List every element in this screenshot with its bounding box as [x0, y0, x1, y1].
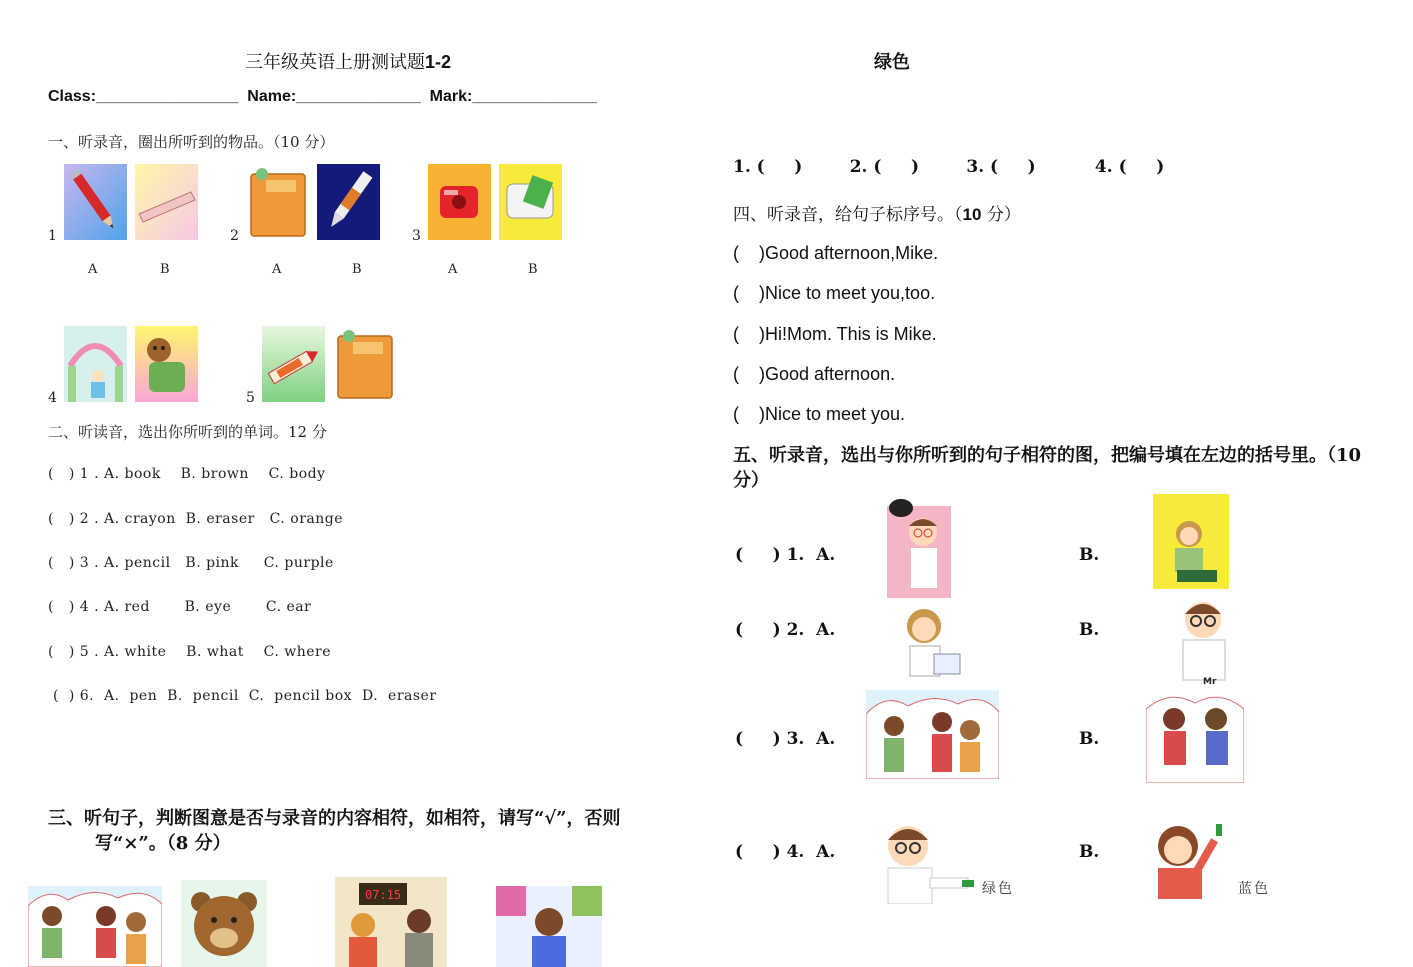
option-b-label: B. [1079, 620, 1100, 640]
option-label-b: B [352, 262, 362, 277]
children-waving-picture [28, 886, 162, 967]
question-item: ( ) 1 . A. book B. brown C. body [48, 466, 326, 482]
school-picture [64, 326, 127, 402]
question-item: ( ) 3 . A. pencil B. pink C. purple [48, 555, 334, 571]
mr-label: Mr [1203, 677, 1217, 687]
option-b-label: B. [1079, 729, 1100, 749]
option-label-b: B [160, 262, 170, 277]
page-title: 三年级英语上册测试题1-2 [245, 52, 452, 73]
sentence-item: ( )Nice to meet you. [733, 404, 906, 424]
sentence-item: ( )Nice to meet you,too. [733, 283, 936, 303]
question-item: ( ) 5 . A. white B. what C. where [48, 644, 332, 660]
ruler-picture [135, 164, 198, 240]
option-b-label: B. [1079, 545, 1100, 565]
question-item: ( ) 2 . A. crayon B. eraser C. orange [48, 511, 343, 527]
option-label-b: B [528, 262, 538, 277]
crayon-picture [262, 326, 325, 402]
option-b-label: B. [1079, 842, 1100, 862]
boy-drawing-picture [496, 886, 602, 967]
sharpener-picture [428, 164, 491, 240]
option-label-a: A [448, 262, 458, 277]
section3-heading: 三、听句子，判断图意是否与录音的内容相符，如相符，请写“√”，否则 写“×”。（8 分） [48, 808, 621, 854]
item-number: 3 [412, 228, 421, 244]
book-picture [333, 326, 396, 402]
bag-picture [135, 326, 198, 402]
question-item: ( ) 6. A. pen B. pencil C. pencil box D. eraser [48, 688, 437, 704]
section1-heading: 一、听录音，圈出所听到的物品。（10 分） [48, 133, 335, 151]
sentence-item: ( )Good afternoon,Mike. [733, 243, 939, 263]
girl-sitting-picture [1153, 494, 1229, 589]
children-handshake-picture [1146, 689, 1244, 783]
boy-pointing-picture [880, 818, 976, 904]
item-number: 2 [230, 228, 239, 244]
section4-heading: 四、听录音，给句子标序号。（10 分） [733, 205, 1021, 225]
pencil-picture [64, 164, 127, 240]
question-item: ( ) 4 . A. red B. eye C. ear [48, 599, 312, 615]
class-name-mark-line: Class:________________ Name:______________ Mark:______________ [48, 88, 597, 105]
pen-picture [317, 164, 380, 240]
section3-answer-row: 1. ( ) 2. ( ) 3. ( ) 4. ( ) [733, 157, 1165, 177]
option-label-a: A [272, 262, 282, 277]
clock-teacher-picture [335, 877, 447, 967]
question-row-2: ( ) 2. A. [735, 620, 836, 640]
item-number: 5 [246, 390, 255, 406]
girl-picture [898, 602, 966, 682]
boy-hat-picture [887, 496, 951, 598]
sentence-item: ( )Hi!Mom. This is Mike. [733, 324, 937, 344]
children-greeting-picture [866, 690, 999, 779]
question-row-4: ( ) 4. A. [735, 842, 836, 862]
bear-picture [181, 880, 267, 967]
eraser-picture [499, 164, 562, 240]
section5-heading: 五、听录音，选出与你所听到的句子相符的图，把编号填在左边的括号里。（10 分） [733, 445, 1362, 491]
caption-blue: 蓝色 [1238, 881, 1270, 897]
item-number: 4 [48, 390, 57, 406]
book-picture [246, 164, 309, 240]
option-label-a: A [88, 262, 98, 277]
girl-pointing-picture [1146, 818, 1231, 899]
question-row-3: ( ) 3. A. [735, 729, 836, 749]
item-number: 1 [48, 228, 57, 244]
caption-green: 绿色 [982, 881, 1014, 897]
sentence-item: ( )Good afternoon. [733, 364, 896, 384]
boy-glasses-picture [1167, 594, 1243, 688]
section2-heading: 二、听读音，选出你所听到的单词。12 分 [48, 423, 327, 441]
clock-time: 07:15 [364, 888, 402, 902]
right-title: 绿色 [874, 52, 910, 73]
question-row-1: ( ) 1. A. [735, 545, 836, 565]
